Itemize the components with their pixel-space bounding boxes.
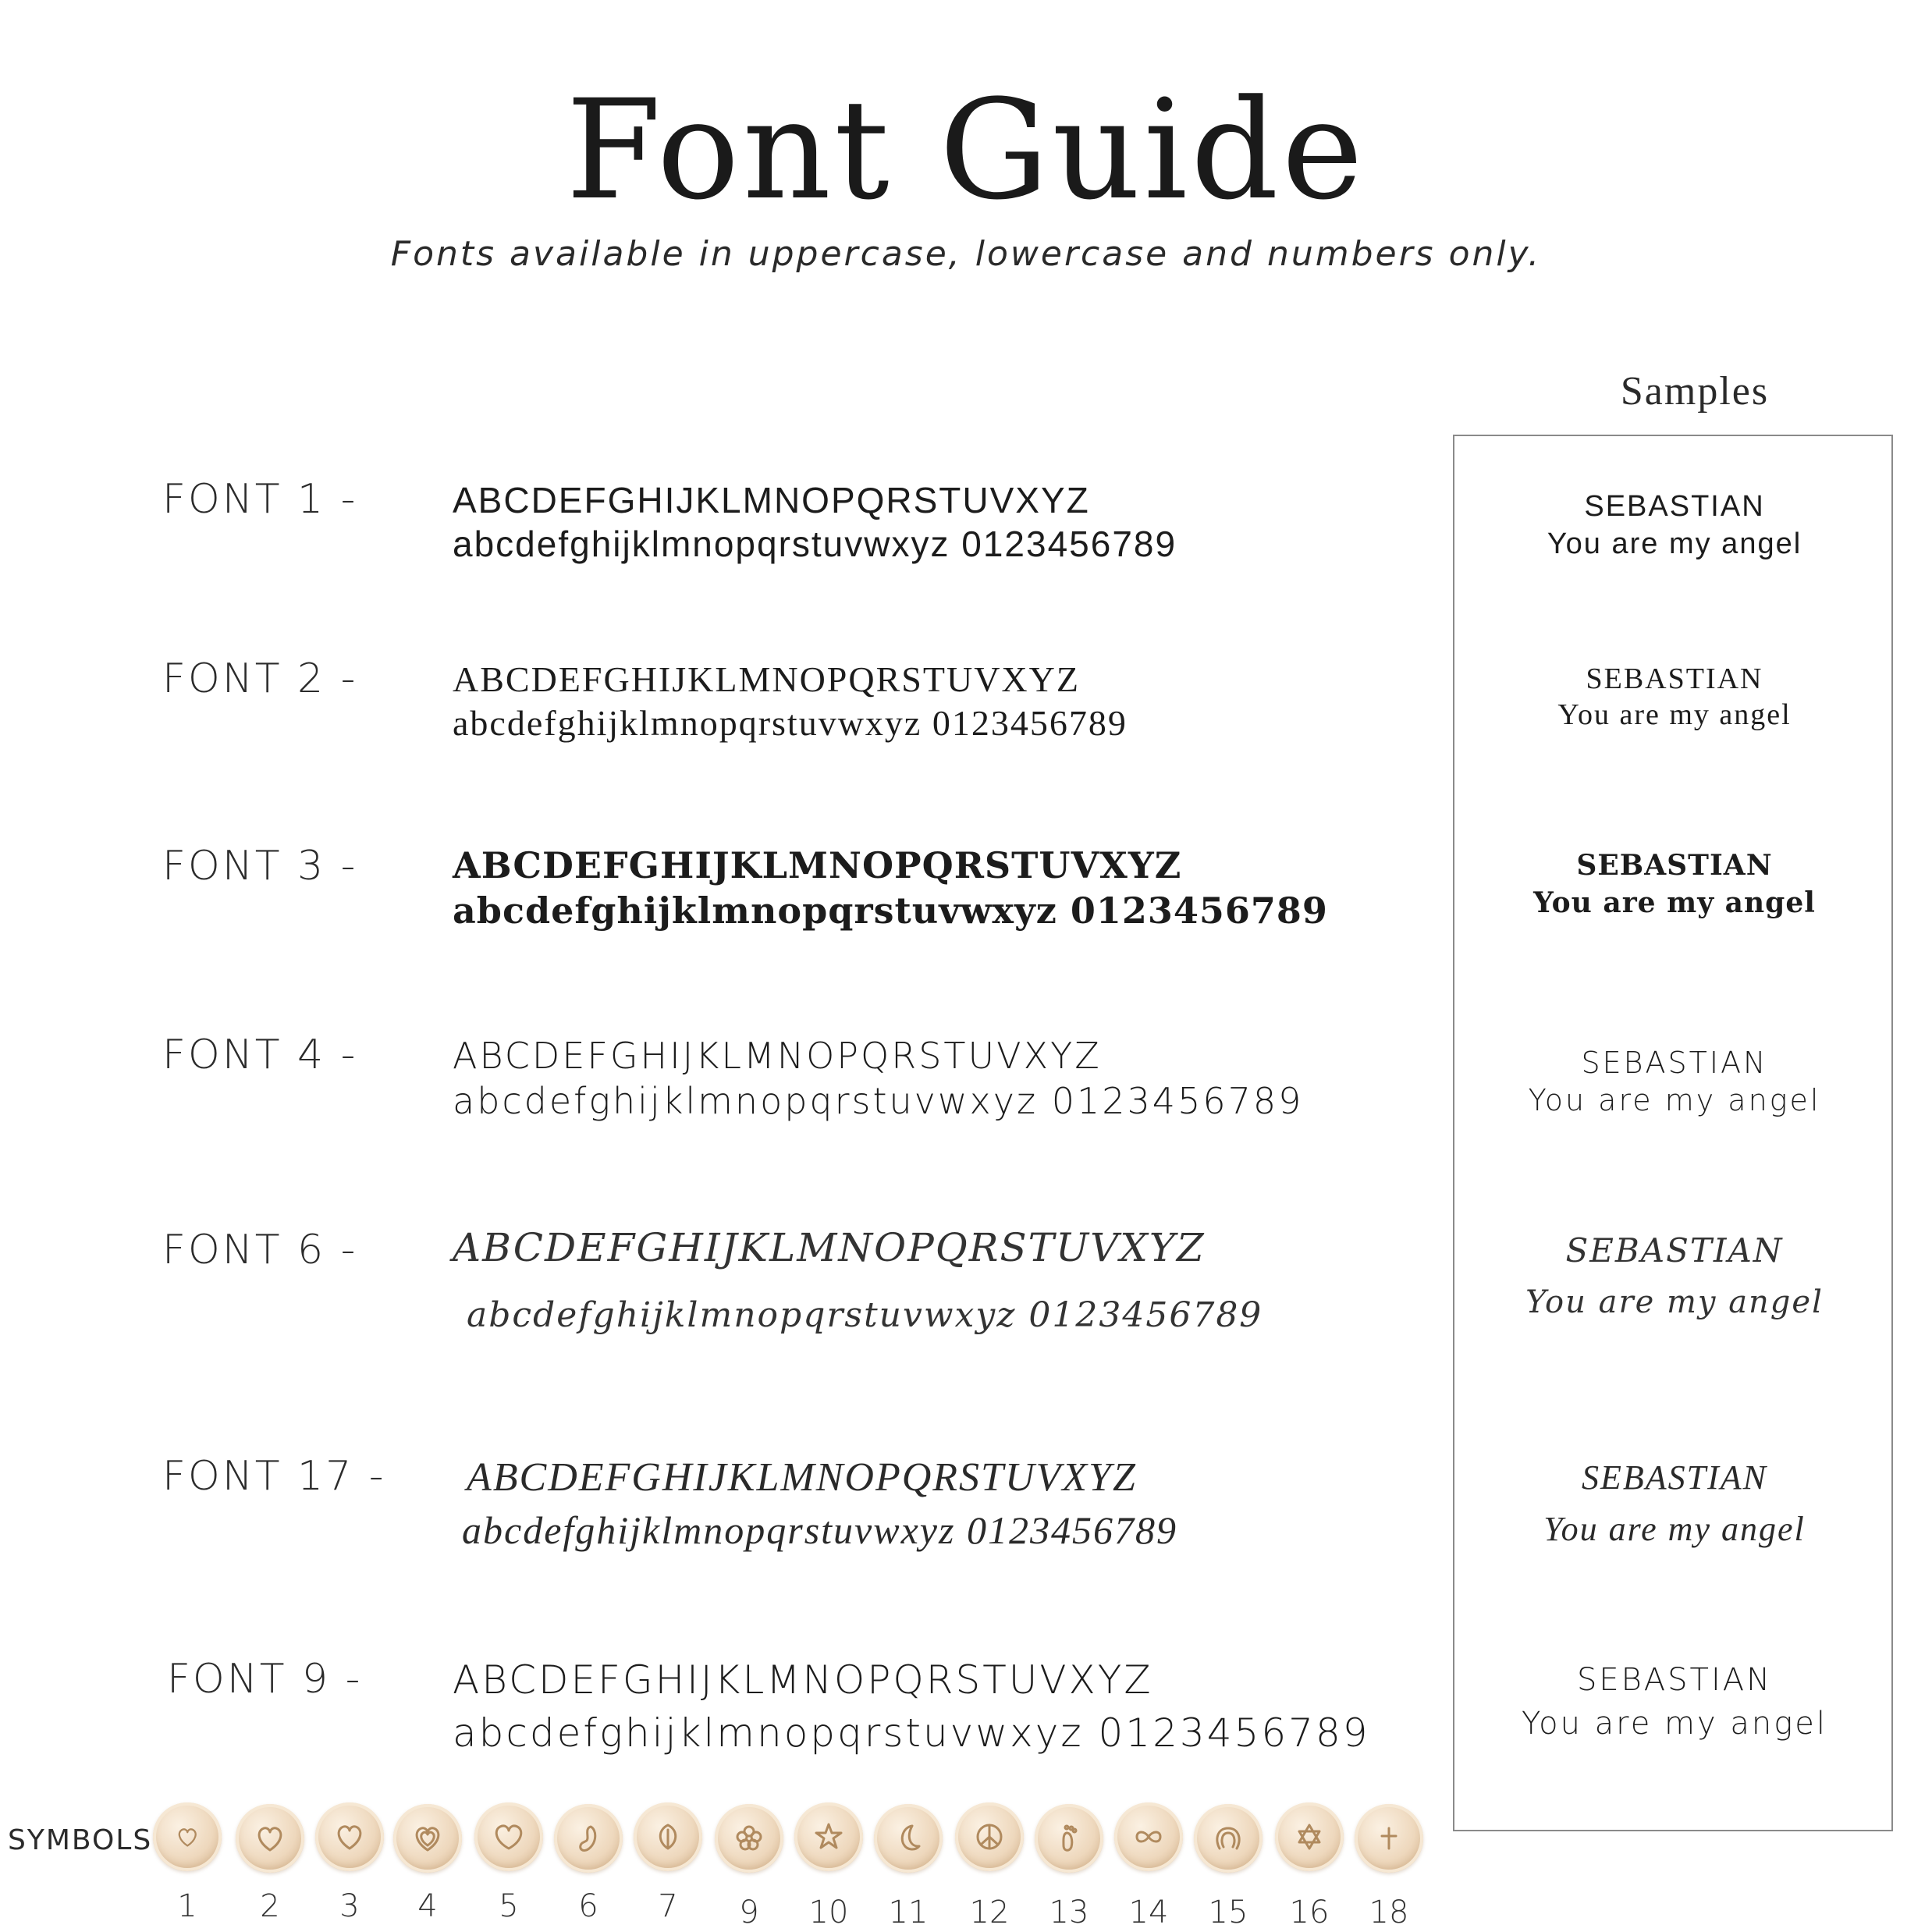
symbol-number: 3 [339,1888,360,1924]
font-uppercase: ABCDEFGHIJKLMNOPQRSTUVXYZ [453,480,1090,520]
font-lowercase: abcdefghijklmnopqrstuvwxyz 0123456789 [453,1080,1304,1122]
sample-name: SEBASTIAN [1576,849,1773,882]
font-uppercase: ABCDEFGHIJKLMNOPQRSTUVXYZ [453,1035,1102,1077]
heart-small-icon [169,1819,205,1855]
samples-panel [1453,435,1893,1831]
symbol-number: 1 [177,1888,197,1924]
sample-phrase: You are my angel [1525,1284,1824,1320]
font-lowercase: abcdefghijklmnopqrstuvwxyz 0123456789 [467,1295,1263,1335]
font-uppercase: ABCDEFGHIJKLMNOPQRSTUVXYZ [453,1225,1206,1270]
footprint-icon [1051,1820,1087,1856]
font-uppercase: ABCDEFGHIJKLMNOPQRSTUVXYZ [453,1657,1153,1703]
symbol-charm [474,1802,543,1871]
page-title: Font Guide [566,70,1366,230]
sample-name: SEBASTIAN [1586,662,1763,695]
symbol-number: 9 [739,1895,759,1930]
star-of-david-icon [1291,1819,1327,1855]
heart-double-icon [410,1820,446,1856]
font-label: FONT 2 - [162,655,358,702]
symbol-charm [393,1804,462,1873]
symbols-label: SYMBOLS [8,1824,153,1856]
moon-icon [890,1820,926,1856]
peace-icon [971,1819,1007,1855]
font-label: FONT 4 - [162,1032,358,1078]
font-uppercase: ABCDEFGHIJKLMNOPQRSTUVXYZ [453,659,1080,699]
symbol-charm [1355,1804,1423,1873]
symbol-charm [1035,1804,1103,1873]
symbol-charm [715,1804,783,1873]
symbol-number: 4 [417,1888,438,1924]
samples-heading: Samples [1620,369,1770,414]
symbol-number: 18 [1369,1895,1409,1930]
symbol-charm [315,1802,384,1871]
sample-phrase: You are my angel [1533,886,1816,919]
sample-phrase: You are my angel [1557,698,1792,731]
symbol-charm [955,1802,1024,1871]
symbol-charm [1194,1804,1263,1873]
page-subtitle: Fonts available in uppercase, lowercase and numbers only. [390,234,1542,274]
sample-phrase: You are my angel [1543,1510,1806,1548]
symbol-number: 2 [260,1888,280,1924]
symbol-number: 16 [1289,1895,1330,1930]
symbol-number: 13 [1049,1895,1089,1930]
star-icon [811,1819,847,1855]
symbol-charm [1114,1802,1183,1871]
sample-phrase: You are my angel [1521,1706,1827,1742]
font-lowercase: abcdefghijklmnopqrstuvwxyz 0123456789 [453,890,1328,932]
symbol-charm [634,1802,702,1871]
sample-name: SEBASTIAN [1582,1458,1767,1497]
sample-name: SEBASTIAN [1584,490,1765,523]
symbol-number: 7 [658,1888,678,1924]
infinity-icon [1131,1819,1167,1855]
symbol-charm [874,1804,943,1873]
leaf-icon [650,1819,686,1855]
sample-name: SEBASTIAN [1576,1662,1773,1698]
heart-icon [332,1819,368,1855]
symbol-charm [554,1804,623,1873]
symbol-number: 12 [969,1895,1010,1930]
sample-name: SEBASTIAN [1565,1231,1784,1270]
font-label: FONT 17 - [162,1453,386,1500]
symbol-charm [236,1804,304,1873]
symbol-charm [153,1802,222,1871]
sample-phrase: You are my angel [1547,527,1802,560]
font-uppercase: ABCDEFGHIJKLMNOPQRSTUVXYZ [453,844,1182,886]
heart-outline-icon [252,1820,288,1856]
font-label: FONT 9 - [167,1656,363,1703]
cross-icon [1371,1820,1407,1856]
symbol-charm [794,1802,863,1871]
font-label: FONT 3 - [162,843,358,890]
symbol-number: 10 [808,1895,849,1930]
horseshoe-icon [1210,1820,1246,1856]
symbol-number: 14 [1128,1895,1169,1930]
font-lowercase: abcdefghijklmnopqrstuvwxyz 0123456789 [453,703,1128,743]
symbol-charm [1275,1802,1344,1871]
symbol-number: 15 [1208,1895,1248,1930]
font-label: FONT 6 - [162,1227,358,1273]
font-lowercase: abcdefghijklmnopqrstuvwxyz 0123456789 [462,1508,1177,1552]
symbol-number: 6 [578,1888,598,1924]
font-lowercase: abcdefghijklmnopqrstuvwxyz 0123456789 [453,1710,1370,1756]
sample-phrase: You are my angel [1528,1083,1821,1117]
sample-name: SEBASTIAN [1581,1046,1768,1080]
font-uppercase: ABCDEFGHIJKLMNOPQRSTUVXYZ [467,1455,1137,1500]
symbol-number: 11 [888,1895,929,1930]
flower-icon [731,1820,767,1856]
font-label: FONT 1 - [162,476,358,523]
symbol-number: 5 [499,1888,519,1924]
heart-wide-icon [491,1819,527,1855]
paisley-icon [570,1820,606,1856]
font-lowercase: abcdefghijklmnopqrstuvwxyz 0123456789 [453,524,1177,564]
